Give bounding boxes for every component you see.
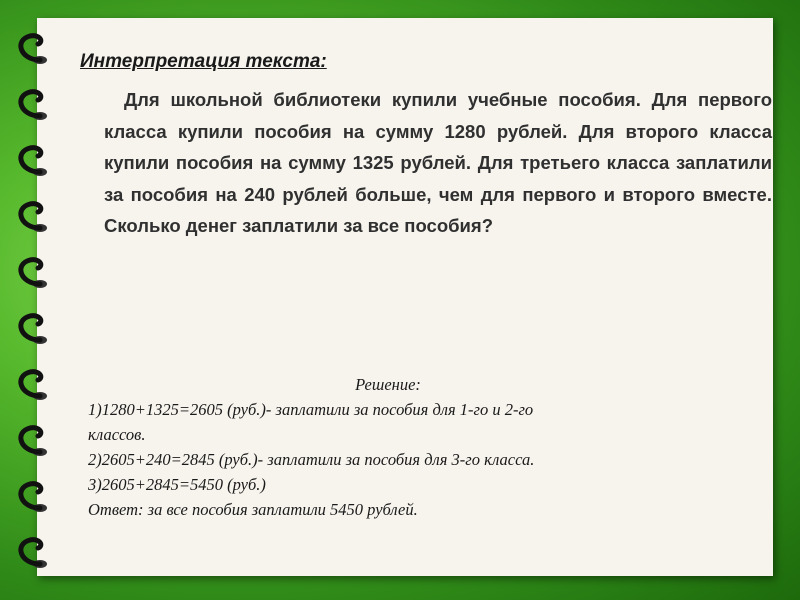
spiral-ring-icon xyxy=(10,30,58,70)
spiral-ring-icon xyxy=(10,142,58,182)
spiral-ring-icon xyxy=(10,478,58,518)
solution-line: 1)1280+1325=2605 (руб.)- заплатили за пособия для 1-го и 2-го xyxy=(88,400,534,419)
spiral-ring-icon xyxy=(10,422,58,462)
spiral-ring-icon xyxy=(10,366,58,406)
spiral-ring-icon xyxy=(10,198,58,238)
answer-line: Ответ: за все пособия заплатили 5450 рублей. xyxy=(88,500,418,519)
solution-block xyxy=(88,372,728,522)
problem-text: Для школьной библиотеки купили учебные пособия. Для первого класса купили пособия на сумму 1280 рублей. Для второго класса купили пособия на сумму 1325 рублей. Для третьего класса заплатили за пособия на 240 рублей больше, чем для первого и второго вместе. Сколько денег заплатили за все пособия? xyxy=(104,89,772,236)
spiral-ring-icon xyxy=(10,254,58,294)
solution-title: Решение: xyxy=(355,375,421,394)
solution-line: 3)2605+2845=5450 (руб.) xyxy=(88,475,266,494)
spiral-ring-icon xyxy=(10,86,58,126)
spiral-ring-icon xyxy=(10,534,58,574)
solution-line: классов. xyxy=(88,425,146,444)
section-heading: Интерпретация текста: xyxy=(80,51,327,72)
spiral-ring-icon xyxy=(10,310,58,350)
solution-line: 2)2605+240=2845 (руб.)- заплатили за пособия для 3-го класса. xyxy=(88,450,535,469)
